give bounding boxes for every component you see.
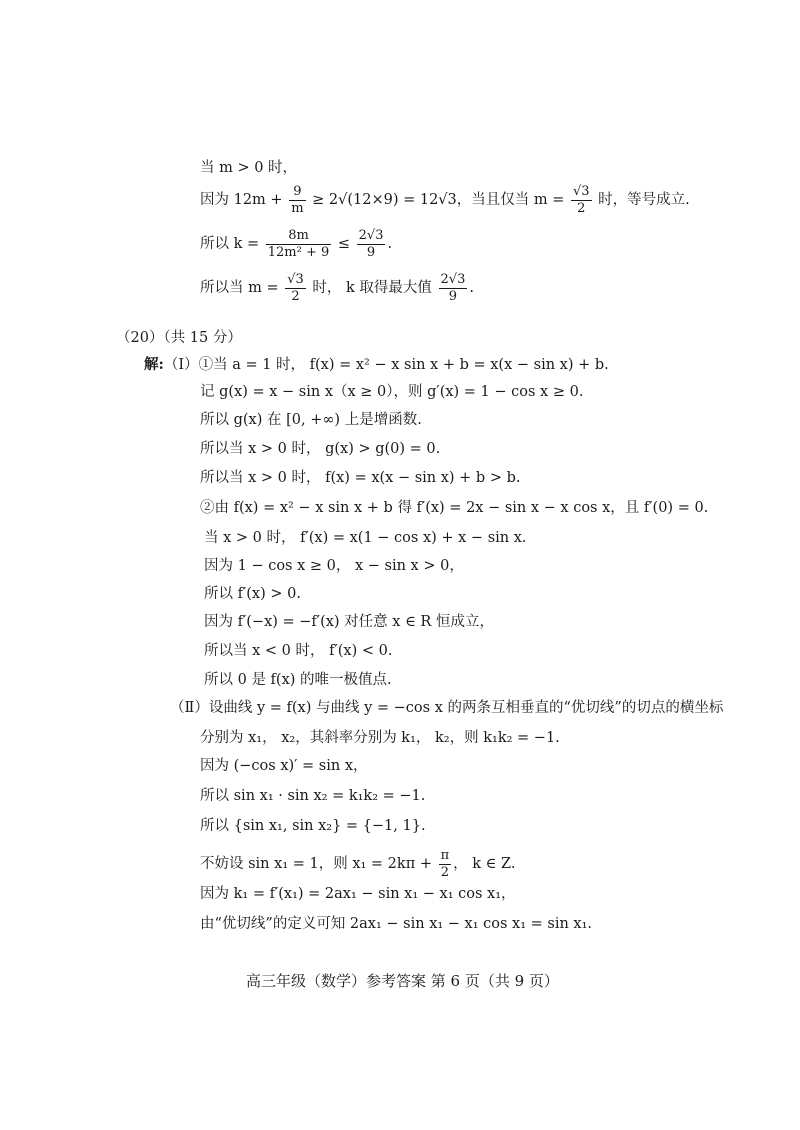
solution-line: 记 g(x) = x − sin x（x ≥ 0），则 g′(x) = 1 − cos x ≥ 0.	[200, 384, 584, 400]
solution-line: 所以 sin x₁ · sin x₂ = k₁k₂ = −1.	[200, 788, 426, 804]
question-header: （20）（共 15 分）	[116, 330, 242, 346]
solution-line: 所以 f′(x) > 0.	[204, 586, 301, 602]
fraction-pi-over-2: $\frac{\pi}{2}$	[440, 848, 450, 880]
line-k-max: 所以当 m = $\frac{√3}{2}$ 时， k 取得最大值 $\frac{2√3}{9}$ .	[200, 272, 474, 304]
solution-line: ②由 f(x) = x² − x sin x + b 得 f′(x) = 2x − sin x − x cos x，且 f′(0) = 0.	[200, 500, 709, 516]
fraction-k: $\frac{8m}{\text{12m² + 9}}$	[267, 228, 330, 260]
solution-part2-line: （Ⅱ）设曲线 y = f(x) 与曲线 y = −cos x 的两条互相垂直的“优切线”的切点的横坐标	[170, 700, 724, 716]
solution-line: 因为 f′(−x) = −f′(x) 对任意 x ∈ R 恒成立，	[204, 614, 494, 630]
fraction-root3-over-2: $\frac{√3}{2}$	[573, 184, 590, 216]
solution-line: 所以 0 是 f(x) 的唯一极值点.	[204, 672, 392, 688]
line-m-positive: 当 m > 0 时，	[200, 160, 298, 176]
fraction-9-over-m: $\frac{9}{m}$	[291, 184, 304, 216]
solution-part1-line1: 解:（Ⅰ）①当 a = 1 时， f(x) = x² − x sin x + b = x(x − sin x) + b.	[144, 356, 609, 373]
solution-line-x1: 不妨设 sin x₁ = 1，则 x₁ = 2kπ + $\frac{\pi}{2}$ ， k ∈ Z.	[200, 848, 516, 880]
solution-line: 所以当 x > 0 时， f(x) = x(x − sin x) + b > b.	[200, 470, 521, 486]
page-footer: 高三年级（数学）参考答案 第 6 页（共 9 页）	[246, 972, 559, 990]
solution-line: 分别为 x₁， x₂，其斜率分别为 k₁， k₂，则 k₁k₂ = −1.	[200, 730, 560, 746]
solution-line: 当 x > 0 时， f′(x) = x(1 − cos x) + x − sin x.	[204, 530, 527, 546]
line-k-bound: 所以 k = $\frac{8m}{\text{12m² + 9}}$ ≤ $\frac{2√3}{9}$ .	[200, 228, 393, 260]
solve-label: 解:	[144, 356, 164, 373]
solution-line: 因为 (−cos x)′ = sin x，	[200, 758, 368, 774]
fraction-k-max: $\frac{2√3}{9}$	[440, 272, 466, 304]
solution-line: 所以当 x > 0 时， g(x) > g(0) = 0.	[200, 441, 441, 457]
fraction-m-value: $\frac{√3}{2}$	[287, 272, 304, 304]
solution-line: 因为 1 − cos x ≥ 0， x − sin x > 0，	[204, 558, 464, 574]
fraction-bound: $\frac{2√3}{9}$	[358, 228, 384, 260]
line-am-gm: 因为 12m + $\frac{9}{m}$ ≥ 2√(12×9) = 12√3，当且仅当 m = $\frac{√3}{2}$ 时，等号成立.	[200, 184, 690, 216]
solution-line: 所以 g(x) 在 [0, +∞) 上是增函数.	[200, 412, 422, 428]
solution-line: 因为 k₁ = f′(x₁) = 2ax₁ − sin x₁ − x₁ cos x₁，	[200, 886, 516, 902]
solution-line: 由“优切线”的定义可知 2ax₁ − sin x₁ − x₁ cos x₁ = sin x₁.	[200, 916, 593, 932]
solution-line: 所以 {sin x₁, sin x₂} = {−1, 1}.	[200, 818, 426, 834]
solution-line: 所以当 x < 0 时， f′(x) < 0.	[204, 643, 393, 659]
